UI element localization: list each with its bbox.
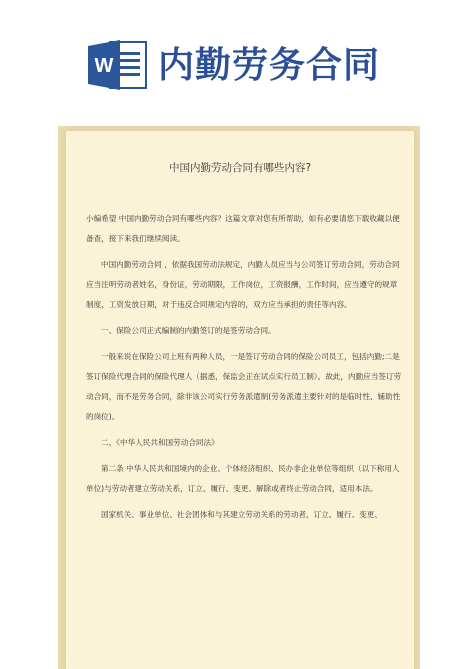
paragraph-insurance: 一般来说在保险公司上班有两种人员，一是签订劳动合同的保险公司员工，包括内勤;二是签订保险代理合同的保险代理人（据悉，保监会正在试点实行员工制）。故此，内勤应当签订劳动合同，而不是劳务合同，除非该公司实行劳务派遣制(劳务派遣主要针对的是临时性、辅助性的岗位)。 <box>86 352 402 421</box>
page-header <box>0 0 474 120</box>
word-icon-letter: W <box>94 55 114 77</box>
document-page <box>66 131 414 669</box>
paragraph-state-organs: 国家机关、事业单位、社会团体和与其建立劳动关系的劳动者，订立、履行、变更、 <box>101 510 382 519</box>
paragraph-article-2: 第二条 中华人民共和国境内的企业、个体经济组织、民办非企业单位等组织（以下称用人单位)与劳动者建立劳动关系，订立、履行、变更、解除或者终止劳动合同，适用本法。 <box>86 464 400 493</box>
word-document-icon <box>88 40 148 90</box>
section-heading-1: 一、保险公司正式编制的内勤签订的是签劳动合同。 <box>101 326 276 335</box>
document-title: 中国内勤劳动合同有哪些内容? <box>168 162 312 174</box>
section-heading-2: 二、《中华人民共和国劳动合同法》 <box>101 438 219 447</box>
paragraph-intro: 小编希望 中国内勤劳动合同有哪些内容？这篇文章对您有所帮助，如有必要请您下载收藏以便备查，接下来我们继续阅读。 <box>86 214 400 243</box>
document-body <box>86 209 402 531</box>
page-title: 内勤劳务合同 <box>158 45 381 86</box>
paragraph-summary: 中国内勤劳动合同 ，依据我国劳动法规定，内勤人员应当与公司签订劳动合同，劳动合同应当注明劳动者姓名，身份证，劳动期限，工作岗位，工资报酬，工作时间，应当遵守的规章制度，工资发放日期，对于违反合同规定内容的，双方应当承担的责任等内容。 <box>86 260 400 309</box>
